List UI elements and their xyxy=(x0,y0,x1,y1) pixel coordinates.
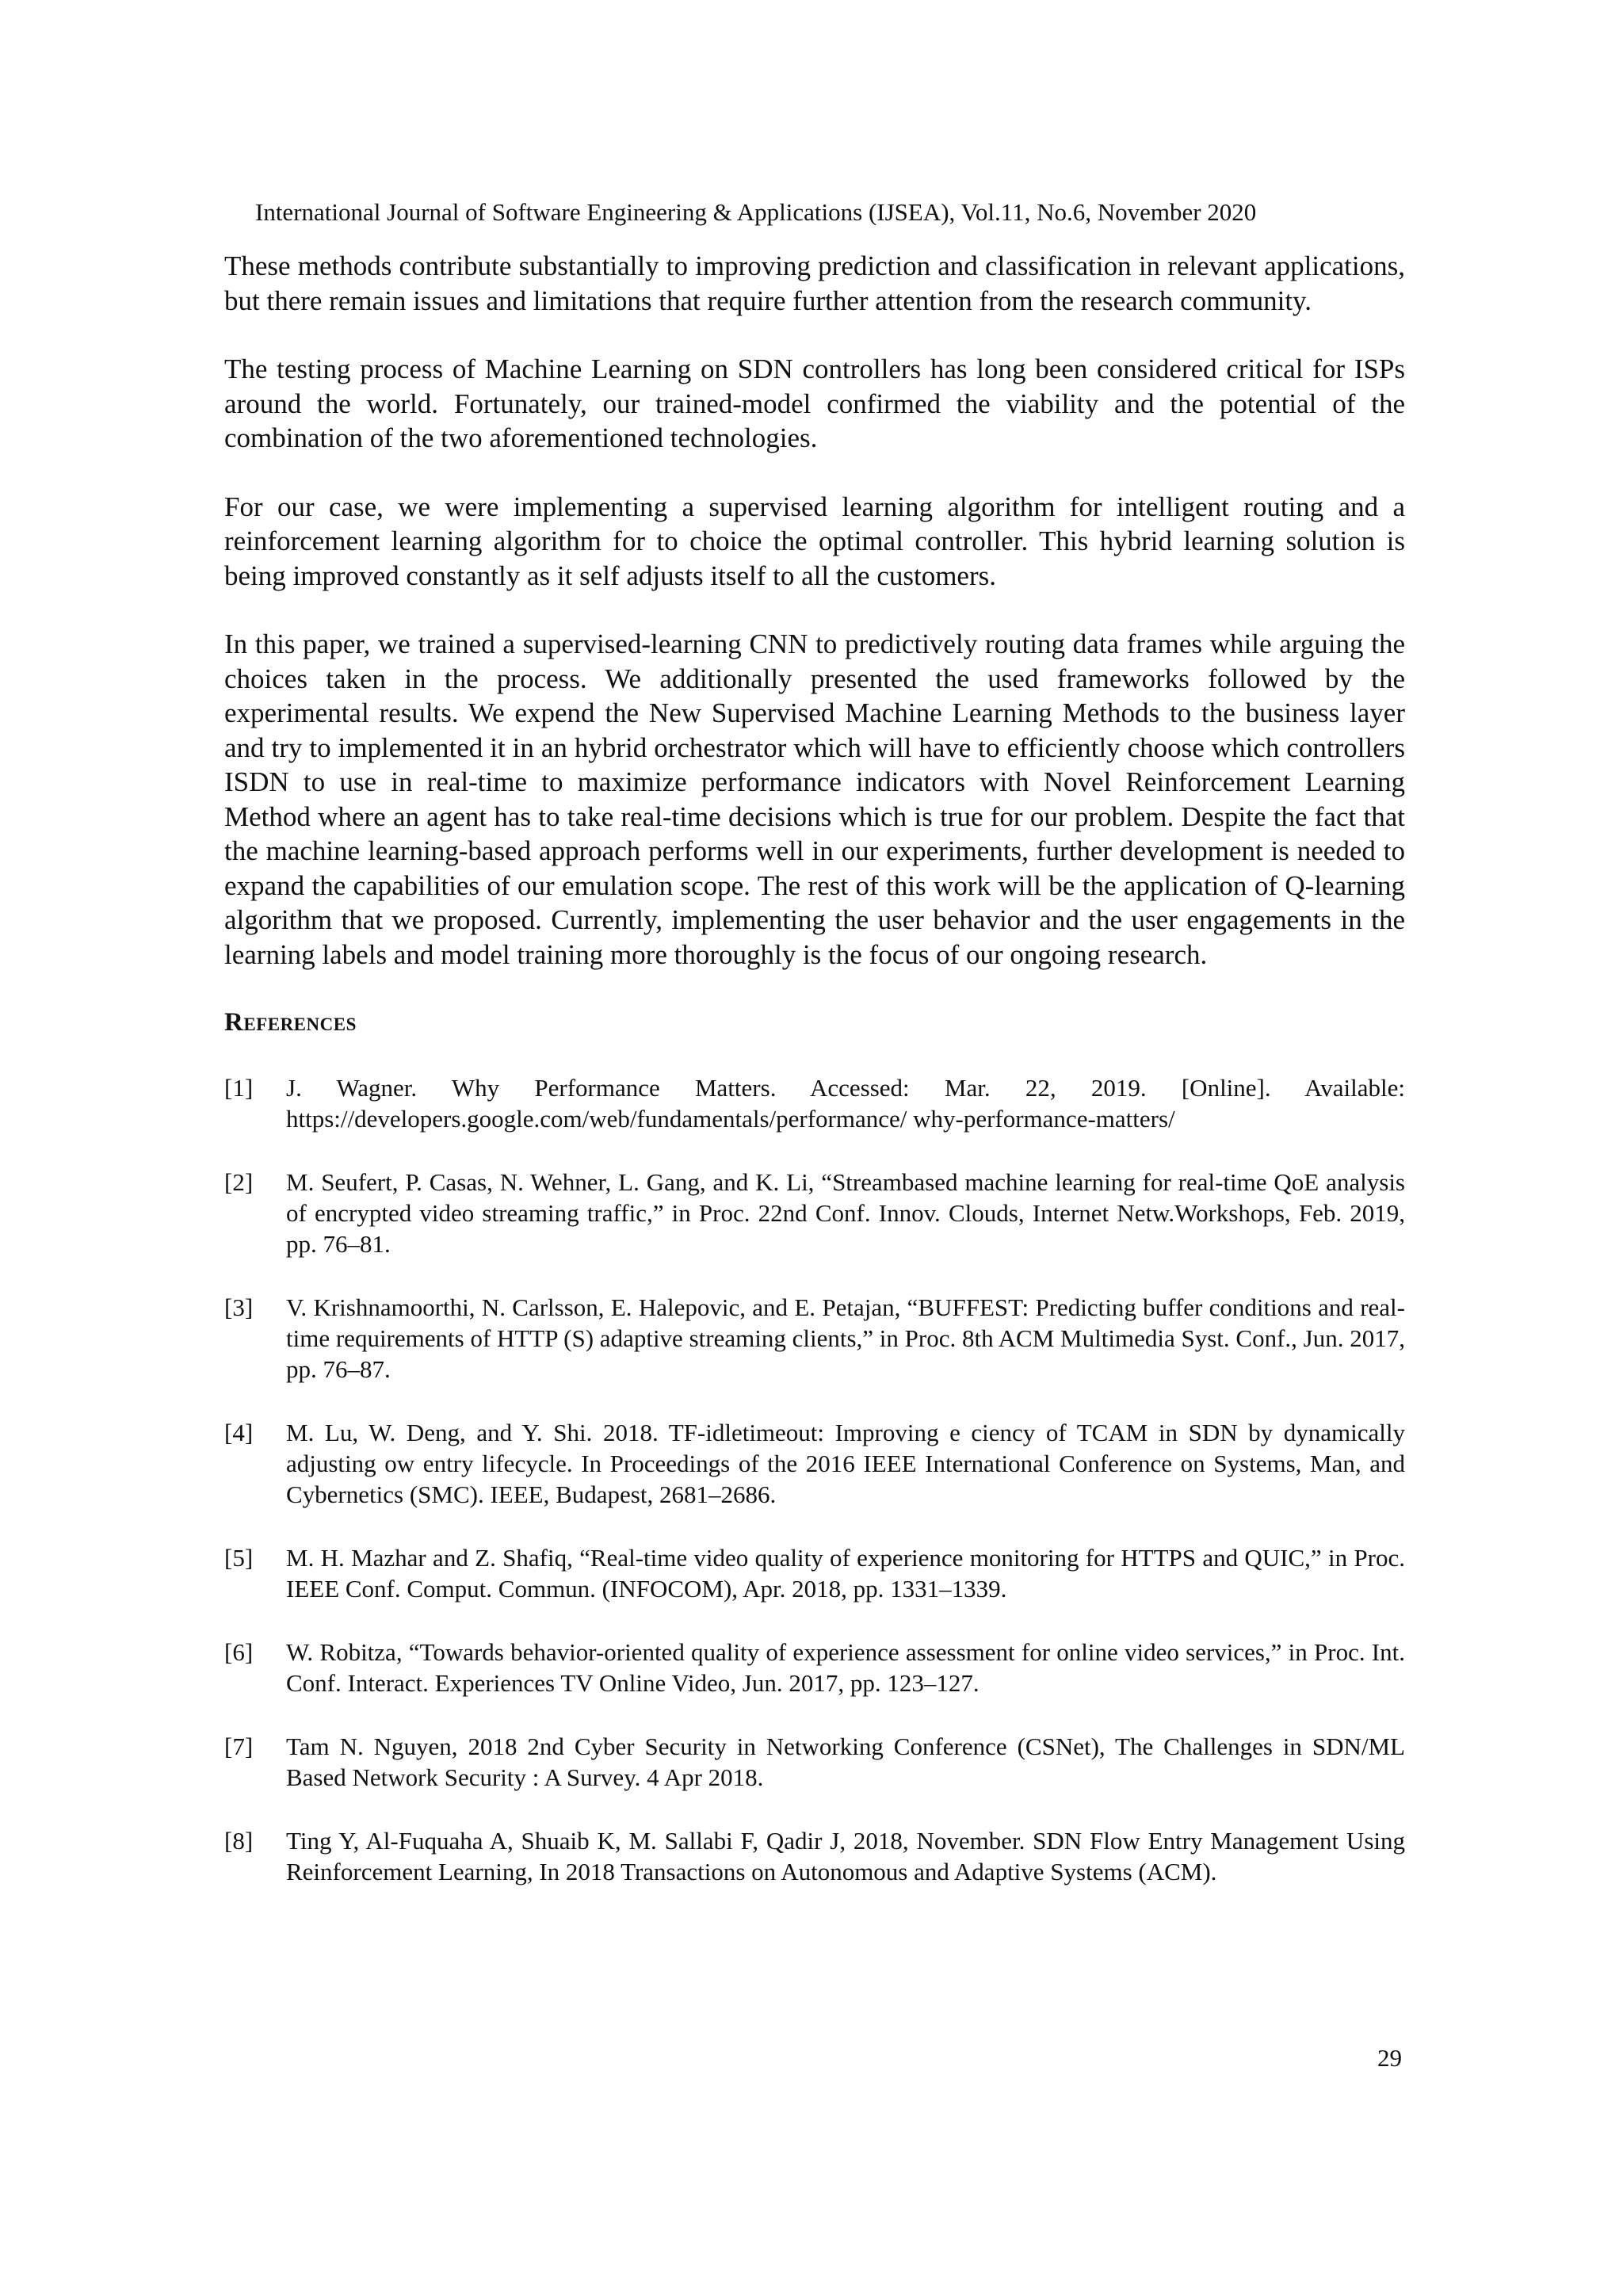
reference-number: [2] xyxy=(224,1167,254,1196)
reference-text: Ting Y, Al-Fuquaha A, Shuaib K, M. Sallabi F, Qadir J, 2018, November. SDN Flow Entry Management Using Reinforcement Learning, In 2018 Transactions on Autonomous and Adaptive Systems (ACM). xyxy=(286,1826,1405,1885)
paragraph-limitations: These methods contribute substantially to improving prediction and classification in relevant applications, but there remain issues and limitations that require further attention from the research community. xyxy=(224,250,1405,316)
reference-item xyxy=(224,1417,1405,1510)
reference-number: [7] xyxy=(224,1732,254,1760)
reference-item xyxy=(224,1542,1405,1604)
reference-number: [4] xyxy=(224,1418,254,1446)
reference-text: W. Robitza, “Towards behavior-oriented quality of experience assessment for online video services,” in Proc. Int. Conf. Interact. Experiences TV Online Video, Jun. 2017, pp. 123–127. xyxy=(286,1637,1405,1697)
reference-number: [5] xyxy=(224,1543,254,1572)
body-text xyxy=(224,249,1405,1920)
reference-item xyxy=(224,1731,1405,1793)
paragraph-our-case: For our case, we were implementing a supervised learning algorithm for intelligent routing and a reinforcement learning algorithm for to choice the optimal controller. This hybrid learning solution is being improved constantly as it self adjusts itself to all the customers. xyxy=(224,491,1405,591)
reference-text: M. H. Mazhar and Z. Shafiq, “Real-time video quality of experience monitoring for HTTPS and QUIC,” in Proc. IEEE Conf. Comput. Commun. (INFOCOM), Apr. 2018, pp. 1331–1339. xyxy=(286,1543,1405,1603)
references-heading: References xyxy=(224,1008,357,1037)
reference-text: V. Krishnamoorthi, N. Carlsson, E. Halepovic, and E. Petajan, “BUFFEST: Predicting buffer conditions and real-time requirements of HTTP (S) adaptive streaming clients,” in Proc. 8th ACM Multimedia Syst. Conf., Jun. 2017, pp. 76–87. xyxy=(286,1293,1405,1383)
reference-item xyxy=(224,1167,1405,1259)
reference-item xyxy=(224,1825,1405,1887)
running-header: International Journal of Software Engineering & Applications (IJSEA), Vol.11, No.6, November 2020 xyxy=(255,198,1257,226)
paragraph-conclusion: In this paper, we trained a supervised-learning CNN to predictively routing data frames while arguing the choices taken in the process. We additionally presented the used frameworks followed by the experimental results. We expend the New Supervised Machine Learning Methods to the business layer and try to implemented it in an hybrid orchestrator which will have to efficiently choose which controllers ISDN to use in real-time to maximize performance indicators with Novel Reinforcement Learning Method where an agent has to take real-time decisions which is true for our problem. Despite the fact that the machine learning-based approach performs well in our experiments, further development is needed to expand the capabilities of our emulation scope. The rest of this work will be the application of Q-learning algorithm that we proposed. Currently, implementing the user behavior and the user engagements in the learning labels and model training more thoroughly is the focus of our ongoing research. xyxy=(224,628,1405,970)
reference-number: [3] xyxy=(224,1293,254,1321)
paragraph-testing-process: The testing process of Machine Learning on SDN controllers has long been considered critical for ISPs around the world. Fortunately, our trained-model confirmed the viability and the potential of the combination of the two aforementioned technologies. xyxy=(224,353,1405,453)
reference-item xyxy=(224,1637,1405,1698)
reference-list xyxy=(224,1072,1405,1887)
page-number: 29 xyxy=(1377,2044,1402,2072)
reference-text: J. Wagner. Why Performance Matters. Accessed: Mar. 22, 2019. [Online]. Available: https://developers.google.com/web/fundamentals/performance/ why-performance-matters/ xyxy=(286,1073,1405,1133)
reference-number: [8] xyxy=(224,1826,254,1855)
reference-text: Tam N. Nguyen, 2018 2nd Cyber Security in Networking Conference (CSNet), The Challenges in SDN/ML Based Network Security : A Survey. 4 Apr 2018. xyxy=(286,1732,1405,1791)
reference-text: M. Seufert, P. Casas, N. Wehner, L. Gang, and K. Li, “Streambased machine learning for real-time QoE analysis of encrypted video streaming traffic,” in Proc. 22nd Conf. Innov. Clouds, Internet Netw.Workshops, Feb. 2019, pp. 76–81. xyxy=(286,1167,1405,1258)
reference-text: M. Lu, W. Deng, and Y. Shi. 2018. TF-idletimeout: Improving e ciency of TCAM in SDN by dynamically adjusting ow entry lifecycle. In Proceedings of the 2016 IEEE International Conference on Systems, Man, and Cybernetics (SMC). IEEE, Budapest, 2681–2686. xyxy=(286,1418,1405,1508)
reference-number: [6] xyxy=(224,1637,254,1666)
reference-item xyxy=(224,1072,1405,1134)
reference-item xyxy=(224,1292,1405,1385)
reference-number: [1] xyxy=(224,1073,254,1102)
